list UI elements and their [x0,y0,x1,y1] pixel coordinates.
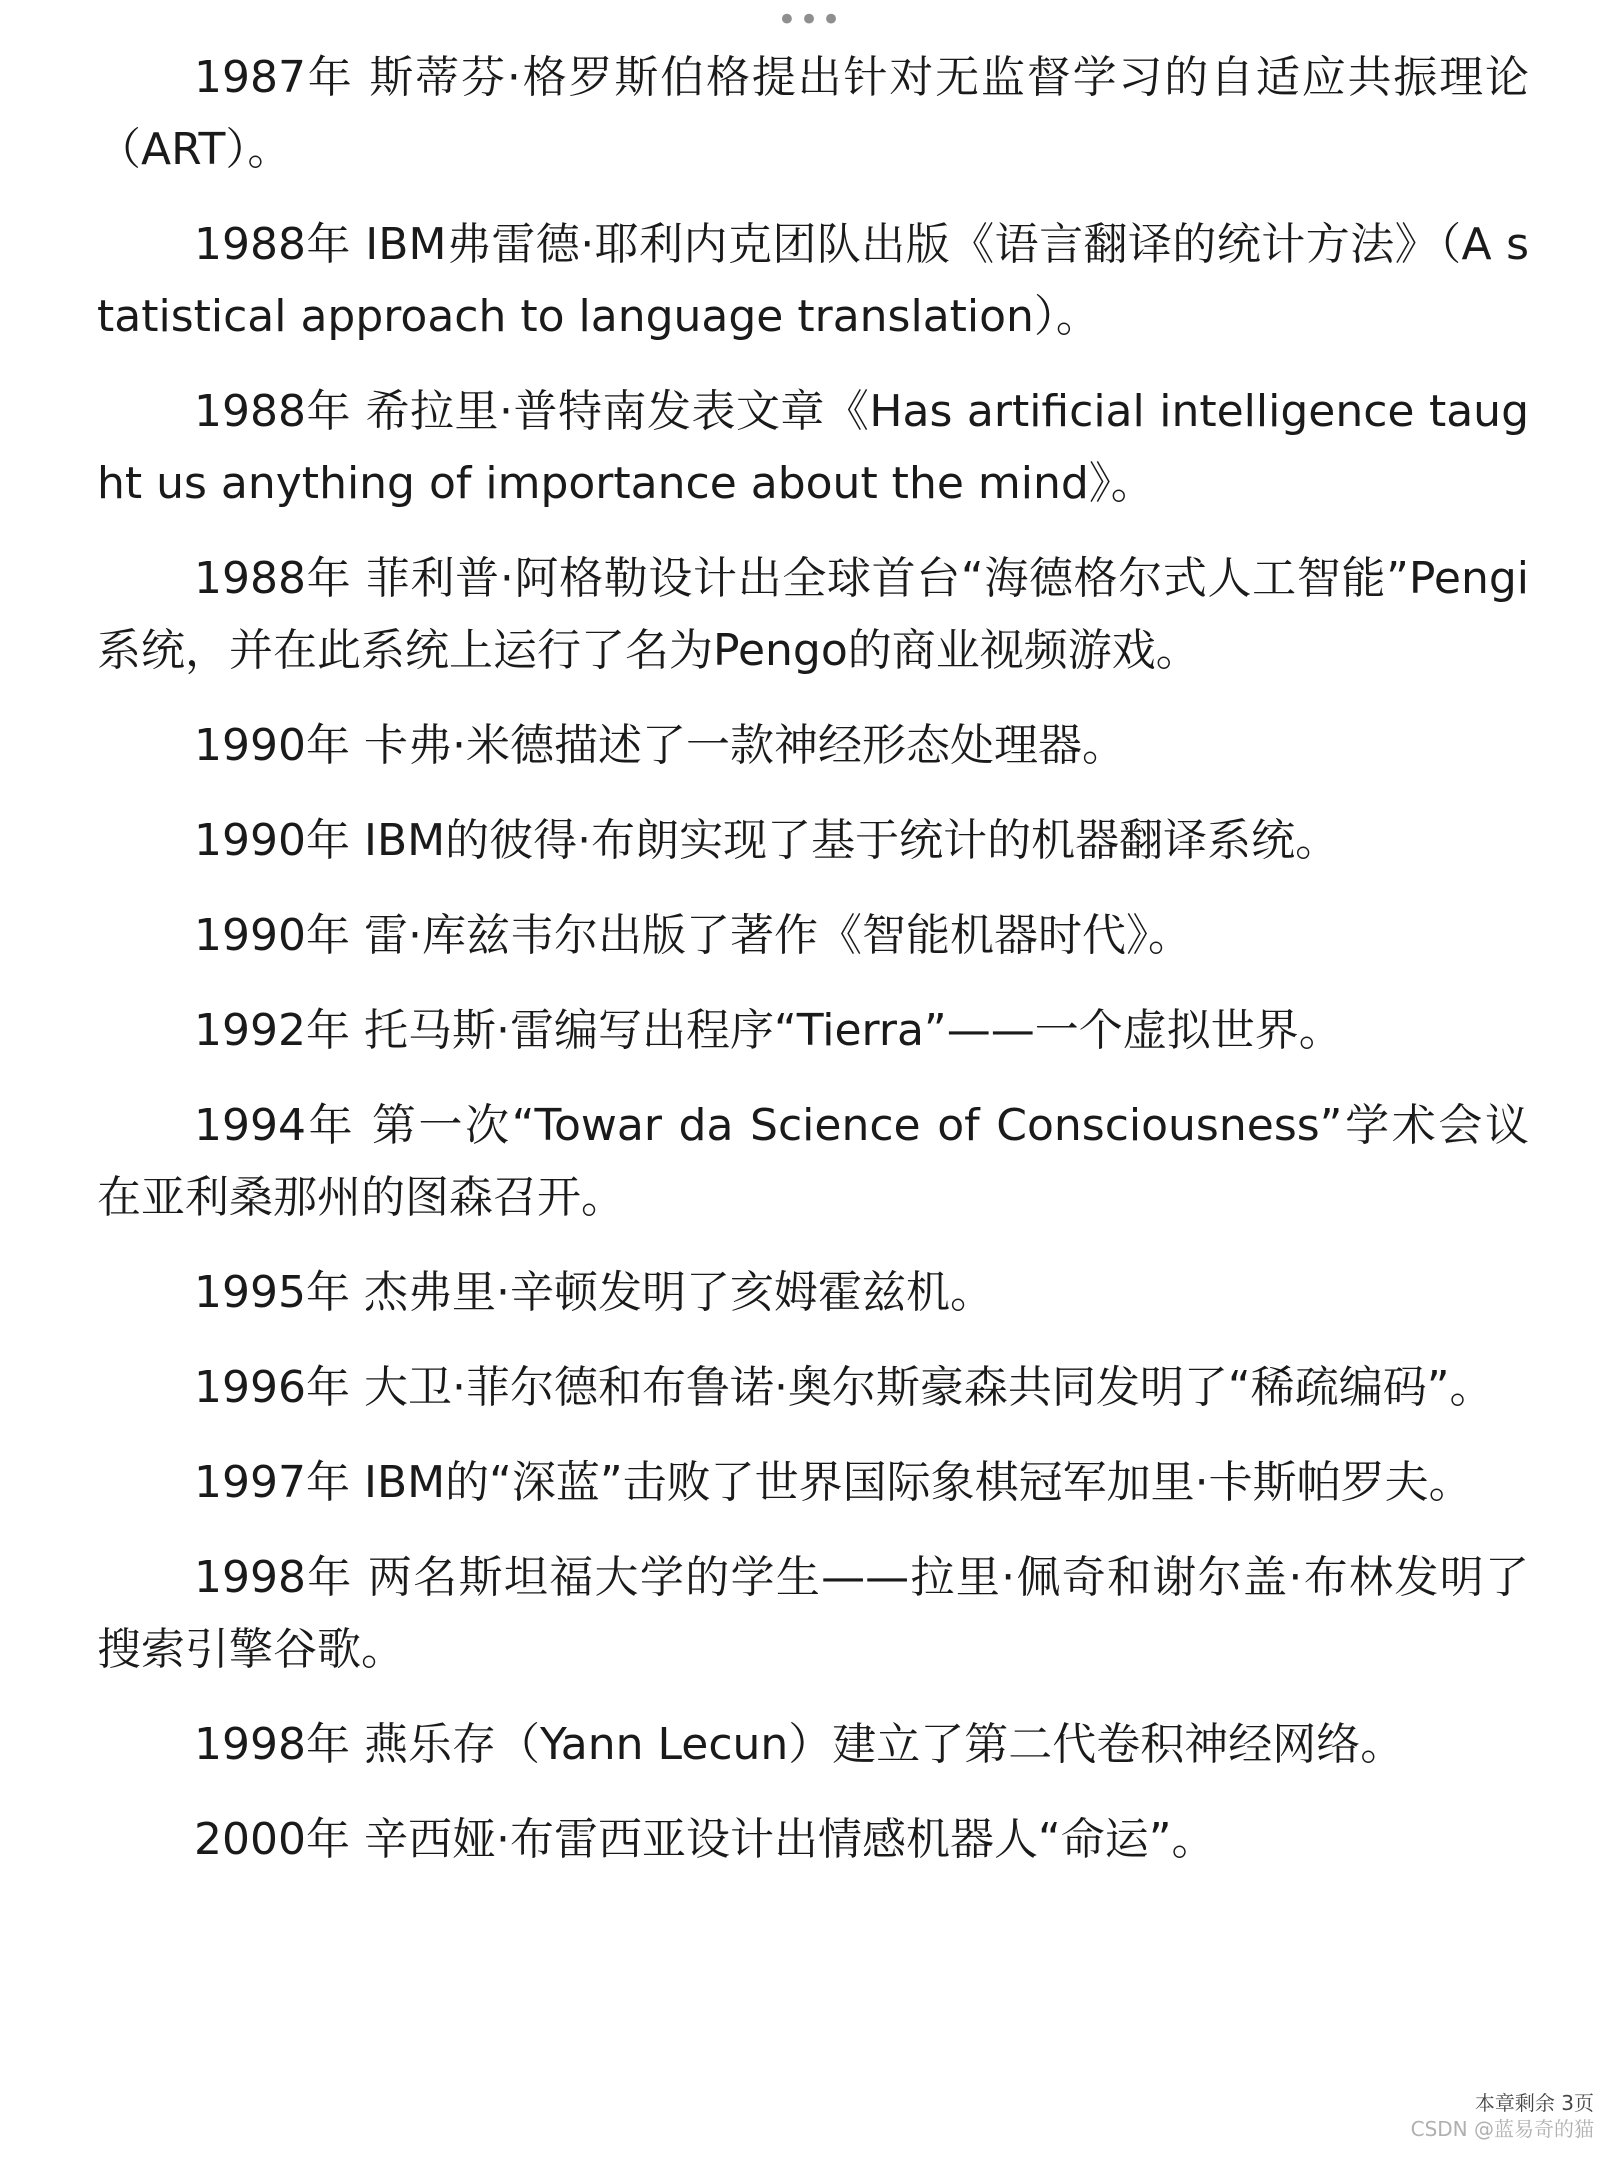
page-footer [1411,2090,1594,2142]
timeline-paragraph: 1990年 卡弗·米德描述了一款神经形态处理器。 [194,720,1126,771]
timeline-paragraph: 1998年 燕乐存（Yann Lecun）建立了第二代卷积神经网络。 [194,1719,1405,1770]
timeline-paragraph: 1990年 IBM的彼得·布朗实现了基于统计的机器翻译系统。 [194,815,1340,866]
timeline-paragraph: 1997年 IBM的“深蓝”击败了世界国际象棋冠军加里·卡斯帕罗夫。 [194,1457,1473,1508]
timeline-paragraph: 1998年 两名斯坦福大学的学生——拉里·佩奇和谢尔盖·布林发明了搜索引擎谷歌。 [97,1552,1529,1675]
timeline-paragraph: 1988年 希拉里·普特南发表文章《Has artificial intelligence taught us anything of importance about the mind》。 [97,386,1529,509]
timeline-paragraph: 1988年 菲利普·阿格勒设计出全球首台“海德格尔式人工智能”Pengi系统，并在此系统上运行了名为Pengo的商业视频游戏。 [97,553,1529,676]
watermark: CSDN @蓝易奇的猫 [1410,2117,1594,2141]
pages-remaining: 本章剩余 3页 [1474,2091,1594,2115]
timeline-paragraph: 1990年 雷·库兹韦尔出版了著作《智能机器时代》。 [194,910,1192,961]
more-dots-icon[interactable]: ••• [776,0,844,40]
timeline-paragraph: 2000年 辛西娅·布雷西亚设计出情感机器人“命运”。 [194,1814,1216,1865]
timeline-paragraph: 1988年 IBM弗雷德·耶利内克团队出版《语言翻译的统计方法》（A statistical approach to language translation）。 [97,219,1529,342]
timeline-paragraph: 1996年 大卫·菲尔德和布鲁诺·奥尔斯豪森共同发明了“稀疏编码”。 [194,1362,1494,1413]
timeline-paragraph: 1995年 杰弗里·辛顿发明了亥姆霍兹机。 [194,1267,994,1318]
chapter-text [97,42,1529,1899]
timeline-paragraph: 1994年 第一次“Towar da Science of Consciousness”学术会议在亚利桑那州的图森召开。 [97,1100,1529,1223]
timeline-paragraph: 1992年 托马斯·雷编写出程序“Tierra”——一个虚拟世界。 [194,1005,1343,1056]
timeline-paragraph: 1987年 斯蒂芬·格罗斯伯格提出针对无监督学习的自适应共振理论（ART）。 [97,52,1529,175]
